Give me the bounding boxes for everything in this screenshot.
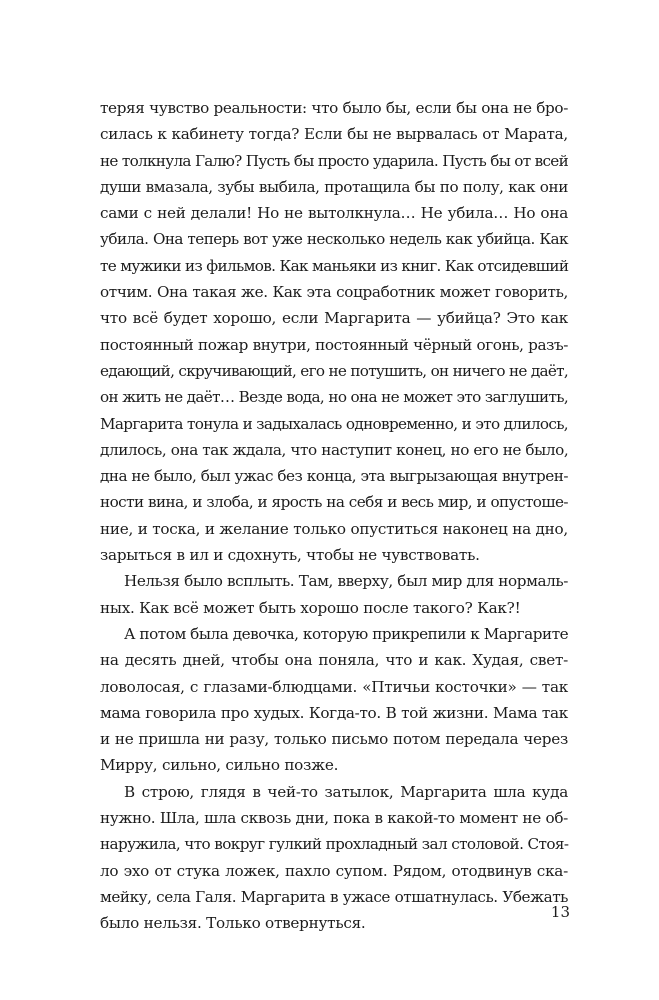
- text-line: и не пришла ни разу, только письмо потом передала через: [100, 730, 568, 749]
- text-line: мейку, села Галя. Маргарита в ужасе отшатнулась. Убежать: [100, 887, 568, 906]
- text-line: силась к кабинету тогда? Если бы не вырвалась от Марата,: [100, 125, 568, 144]
- text-line: на десять дней, чтобы она поняла, что и как. Худая, свет-: [100, 651, 568, 670]
- text-line: что всё будет хорошо, если Маргарита — убийца? Это как: [100, 309, 568, 328]
- text-line: сами с ней делали! Но не вытолкнула… Не убила… Но она: [100, 204, 568, 223]
- text-line: нужно. Шла, шла сквозь дни, пока в какой-то момент не об-: [100, 809, 568, 828]
- text-line: было нельзя. Только отвернуться.: [100, 914, 366, 933]
- text-line: В строю, глядя в чей-то затылок, Маргарита шла куда: [124, 782, 568, 801]
- text-line: души вмазала, зубы выбила, протащила бы по полу, как они: [100, 177, 568, 196]
- text-line: Нельзя было всплыть. Там, вверху, был мир для нормаль-: [124, 572, 568, 591]
- text-line: ловолосая, с глазами-блюдцами. «Птичьи косточки» — так: [100, 677, 568, 696]
- text-line: длилось, она так ждала, что наступит конец, но его не было,: [100, 440, 569, 459]
- text-line: зарыться в ил и сдохнуть, чтобы не чувствовать.: [100, 546, 480, 565]
- paragraph-2: [100, 568, 568, 621]
- text-line: Маргарита тонула и задыхалась одновременно, и это длилось,: [100, 414, 568, 433]
- text-line: он жить не даёт… Везде вода, но она не может это заглушить,: [100, 388, 568, 407]
- text-line: те мужики из фильмов. Как маньяки из книг. Как отсидевший: [100, 256, 569, 275]
- text-line: дна не было, был ужас без конца, эта выгрызающая внутрен-: [100, 467, 568, 486]
- text-line: ние, и тоска, и желание только опуститься наконец на дно,: [100, 519, 568, 538]
- text-line: едающий, скручивающий, его не потушить, он ничего не даёт,: [100, 361, 568, 380]
- text-line: А потом была девочка, которую прикрепили к Маргарите: [124, 624, 569, 643]
- paragraph-1: [100, 95, 568, 568]
- text-line: ло эхо от стука ложек, пахло супом. Рядом, отодвинув ска-: [100, 861, 568, 880]
- page-number: 13: [550, 903, 570, 921]
- text-line: ных. Как всё может быть хорошо после такого? Как?!: [100, 598, 521, 617]
- text-line: постоянный пожар внутри, постоянный чёрный огонь, разъ-: [100, 335, 568, 354]
- text-line: убила. Она теперь вот уже несколько недель как убийца. Как: [100, 230, 568, 249]
- text-line: не толкнула Галю? Пусть бы просто ударила. Пусть бы от всей: [100, 151, 568, 170]
- text-line: Мирру, сильно, сильно позже.: [100, 756, 339, 775]
- text-line: ности вина, и злоба, и ярость на себя и весь мир, и опустоше-: [100, 493, 568, 512]
- paragraph-3: [100, 621, 568, 779]
- text-line: мама говорила про худых. Когда-то. В той жизни. Мама так: [100, 703, 568, 722]
- text-line: отчим. Она такая же. Как эта соцработник может говорить,: [100, 283, 568, 302]
- text-line: наружила, что вокруг гулкий прохладный зал столовой. Стоя-: [100, 835, 569, 854]
- page-body: [100, 95, 568, 937]
- text-line: теряя чувство реальности: что было бы, если бы она не бро-: [100, 99, 568, 117]
